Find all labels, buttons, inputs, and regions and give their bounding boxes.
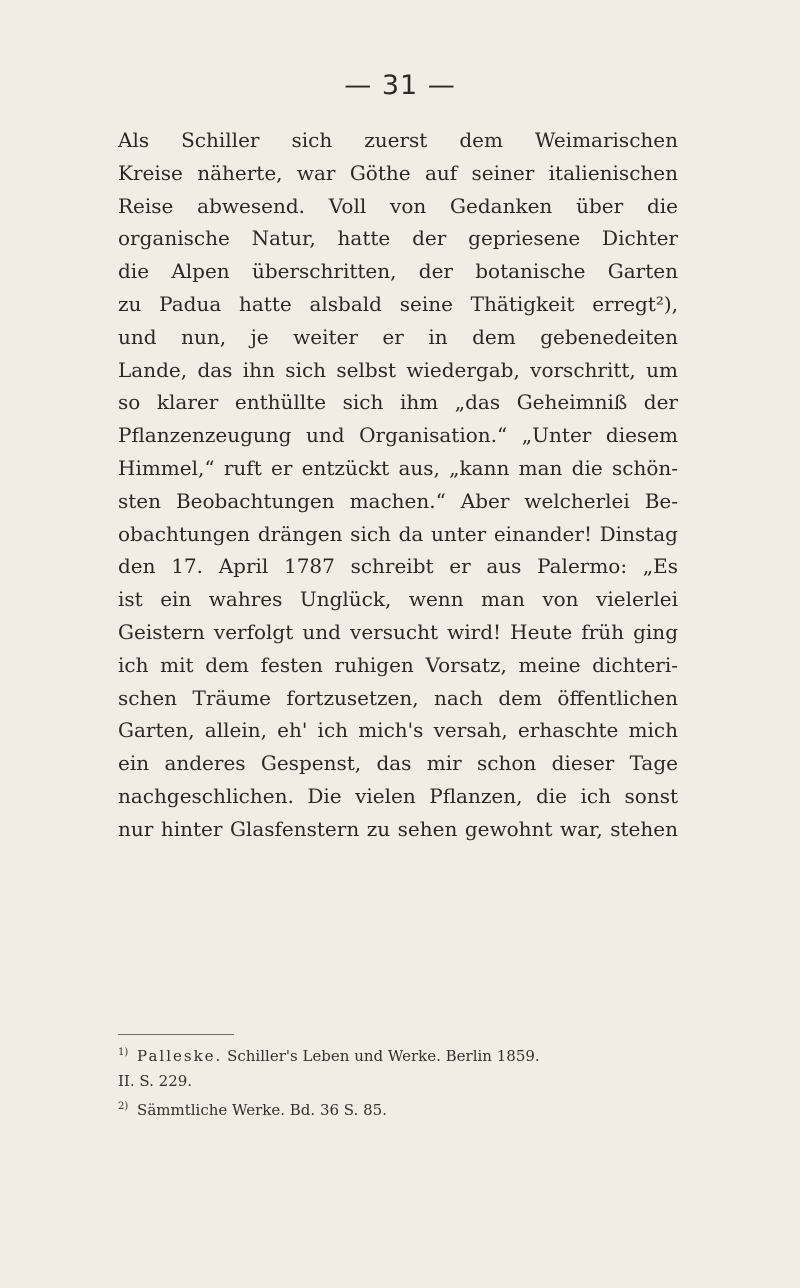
text-line-12: sten Beobachtungen machen.“ Aber welcherlei Be-: [118, 488, 678, 513]
text-line-5: die Alpen überschritten, der botanische Garten: [118, 259, 678, 284]
text-line-21: nachgeschlichen. Die vielen Pflanzen, die ich sonst: [118, 783, 678, 808]
text-line-7: und nun, je weiter er in dem gebenedeiten: [118, 324, 678, 349]
footnote-2-mark: 2): [118, 1101, 129, 1112]
text-line-4: organische Natur, hatte der gepriesene Dichter: [118, 226, 678, 251]
text-line-9: so klarer enthüllte sich ihm „das Geheimniß der: [118, 390, 678, 415]
text-line-1: Als Schiller sich zuerst dem Weimarischen: [118, 128, 678, 152]
text-line-8: Lande, das ihn sich selbst wiedergab, vorschritt, um: [118, 357, 678, 382]
footnote-1-continuation: II. S. 229.: [118, 1072, 193, 1090]
text-line-6: zu Padua hatte alsbald seine Thätigkeit erregt²),: [118, 291, 678, 316]
footnote-1: [118, 1040, 678, 1069]
text-line-17: ich mit dem festen ruhigen Vorsatz, meine dichteri-: [118, 652, 678, 677]
footnote-divider: [118, 1034, 234, 1035]
text-line-14: den 17. April 1787 schreibt er aus Palermo: „Es: [118, 554, 678, 579]
text-line-22: nur hinter Glasfenstern zu sehen gewohnt war, stehen: [118, 816, 678, 841]
text-line-16: Geistern verfolgt und versucht wird! Heute früh ging: [118, 619, 678, 644]
text-line-15: ist ein wahres Unglück, wenn man von vielerlei: [118, 587, 678, 612]
text-line-3: Reise abwesend. Voll von Gedanken über die: [118, 193, 678, 218]
footnote-1-text: Schiller's Leben und Werke. Berlin 1859.: [227, 1047, 540, 1065]
main-text-block: [118, 124, 678, 846]
footnote-2-text: Sämmtliche Werke. Bd. 36 S. 85.: [137, 1101, 387, 1119]
text-line-10: Pflanzenzeugung und Organisation.“ „Unter diesem: [118, 423, 678, 448]
footnote-1-mark: 1): [118, 1047, 129, 1058]
text-line-20: ein anderes Gespenst, das mir schon dieser Tage: [118, 751, 678, 776]
page-number-header: — 31 —: [344, 70, 456, 101]
text-line-11: Himmel,“ ruft er entzückt aus, „kann man die schön-: [118, 455, 678, 480]
text-line-18: schen Träume fortzusetzen, nach dem öffentlichen: [118, 685, 678, 710]
footnote-2: [118, 1094, 678, 1123]
footnotes-block: [118, 1040, 678, 1123]
footnote-1-author: Palleske.: [137, 1047, 223, 1065]
text-line-19: Garten, allein, eh' ich mich's versah, erhaschte mich: [118, 718, 678, 743]
text-line-2: Kreise näherte, war Göthe auf seiner italienischen: [118, 160, 678, 185]
text-line-13: obachtungen drängen sich da unter einander! Dinstag: [118, 521, 678, 546]
